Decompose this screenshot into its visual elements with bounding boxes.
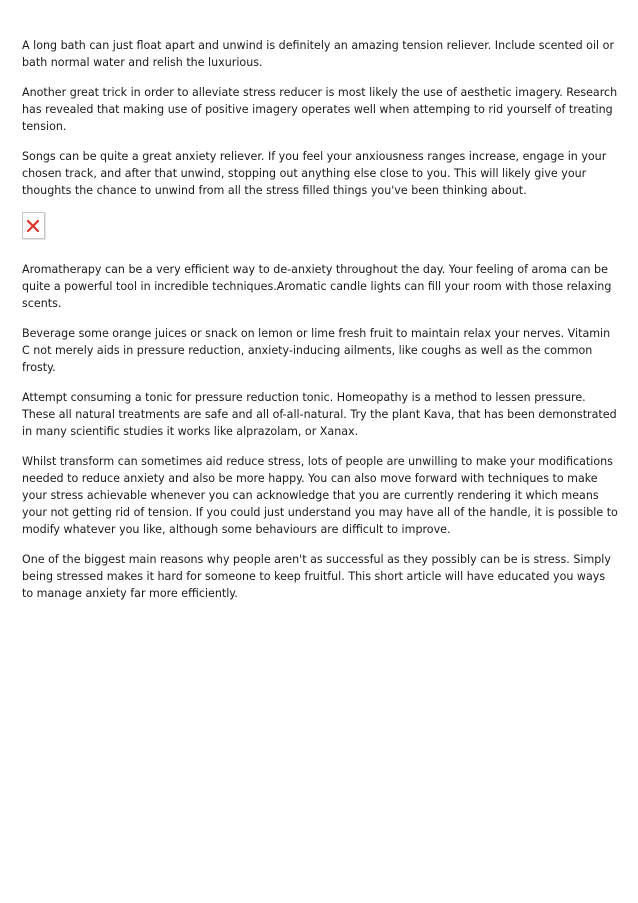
paragraph-aromatherapy: Aromatherapy can be a very efficient way to de-anxiety throughout the day. Your feeling of aroma can be quite a powerful tool in incredible techniques.Aromatic candle lights can fill your room with those relaxing scents.: [22, 263, 612, 310]
paragraph-bath: A long bath can just float apart and unwind is definitely an amazing tension reliever. Include scented oil or bath normal water and relish the luxurious.: [22, 39, 615, 69]
document-page: [22, 37, 618, 615]
paragraph-conclusion: One of the biggest main reasons why people aren't as successful as they possibly can be is stress. Simply being stressed makes it hard for someone to keep fruitful. This short article will have educated you ways to manage anxiety far more efficiently.: [22, 553, 611, 600]
broken-image-icon: [27, 220, 39, 232]
paragraph-change: Whilst transform can sometimes aid reduce stress, lots of people are unwilling to make your modifications needed to reduce anxiety and also be more happy. You can also move forward with techniques to make your stress achievable whenever you can acknowledge that you are currently rendering it which means your not getting rid of tension. If you could just understand you may have all of the handle, it is possible to modify whatever you like, although some behaviours are difficult to improve.: [22, 455, 618, 536]
paragraph-tonic: Attempt consuming a tonic for pressure reduction tonic. Homeopathy is a method to lessen pressure. These all natural treatments are safe and all of-all-natural. Try the plant Kava, that has been demonstrated in many scientific studies it works like alprazolam, or Xanax.: [22, 391, 617, 438]
paragraph-imagery: Another great trick in order to alleviate stress reducer is most likely the use of aesthetic imagery. Research has revealed that making use of positive imagery operates well when attemping to rid yourself of treating tension.: [22, 86, 618, 133]
broken-image-placeholder: [22, 212, 45, 239]
paragraph-songs: Songs can be quite a great anxiety reliever. If you feel your anxiousness ranges increase, engage in your chosen track, and after that unwind, stopping out anything else close to you. This will likely give your thoughts the chance to unwind from all the stress filled things you've been thinking about.: [22, 150, 607, 197]
paragraph-vitamin-c: Beverage some orange juices or snack on lemon or lime fresh fruit to maintain relax your nerves. Vitamin C not merely aids in pressure reduction, anxiety-inducing ailments, like coughs as well as the common frosty.: [22, 327, 611, 374]
